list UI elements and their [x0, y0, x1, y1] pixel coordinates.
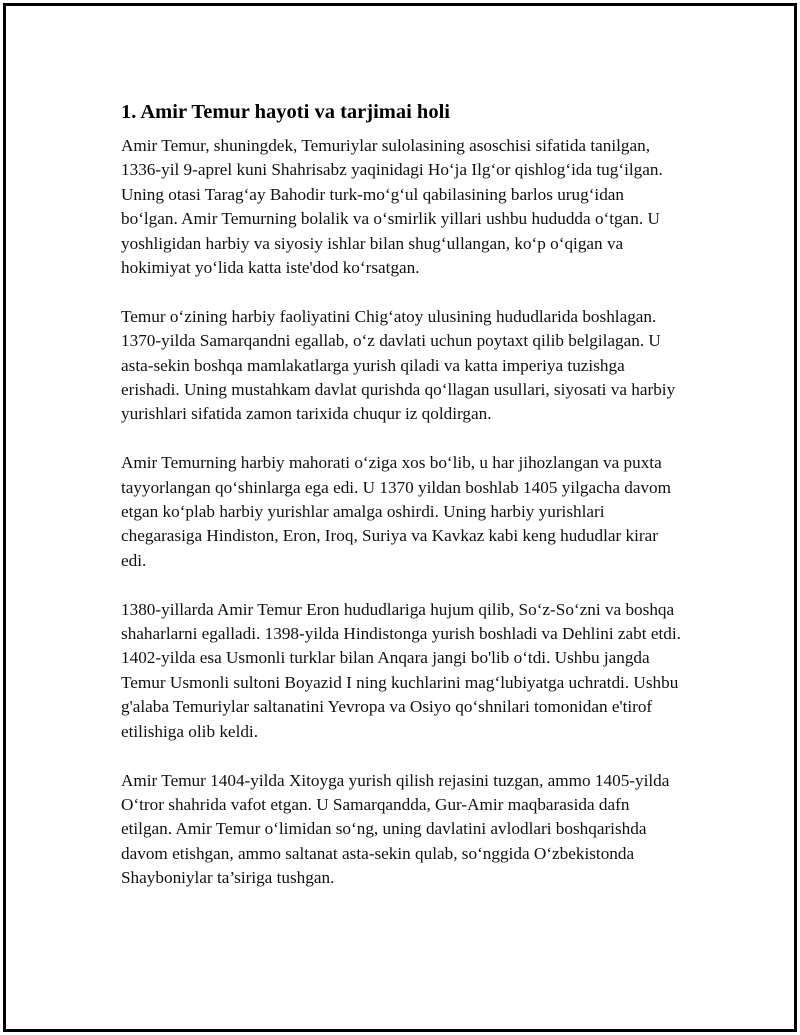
paragraph-1: Amir Temur, shuningdek, Temuriylar sulolasining asoschisi sifatida tanilgan, 1336-yil 9-aprel kuni Shahrisabz yaqinidagi Ho‘ja Ilg‘or qishlog‘ida tug‘ilgan. Uning otasi Tarag‘ay Bahodir turk-mo‘g‘ul qabilasining barlos urug‘idan bo‘lgan. Amir Temurning bolalik va o‘smirlik yillari ushbu hududda o‘tgan. U yoshligidan harbiy va siyosiy ishlar bilan shug‘ullangan, ko‘p o‘qigan va hokimiyat yo‘lida katta iste'dod ko‘rsatgan.: [121, 136, 663, 278]
paragraph-2: Temur o‘zining harbiy faoliyatini Chig‘atoy ulusining hududlarida boshlagan. 1370-yilda Samarqandni egallab, o‘z davlati uchun poytaxt qilib belgilagan. U asta-sekin boshqa mamlakatlarga yurish qiladi va katta imperiya tuzishga erishadi. Uning mustahkam davlat qurishda qo‘llagan usullari, siyosati va harbiy yurishlari sifatida zamon tarixida chuqur iz qoldirgan.: [121, 306, 676, 424]
page-frame: [3, 3, 797, 1032]
document-title: 1. Amir Temur hayoti va tarjimai holi: [121, 101, 450, 123]
paragraph-5: Amir Temur 1404-yilda Xitoyga yurish qilish rejasini tuzgan, ammo 1405-yilda O‘tror shahrida vafot etgan. U Samarqandda, Gur-Amir maqbarasida dafn etilgan. Amir Temur o‘limidan so‘ng, uning davlatini avlodlari boshqarishda davom etishgan, ammo saltanat asta-sekin qulab, so‘nggida O‘zbekistonda Shayboniylar ta’siriga tushgan.: [121, 770, 670, 888]
paragraph-3: Amir Temurning harbiy mahorati o‘ziga xos bo‘lib, u har jihozlangan va puxta tayyorlangan qo‘shinlarga ega edi. U 1370 yildan boshlab 1405 yilgacha davom etgan ko‘plab harbiy yurishlar amalga oshirdi. Uning harbiy yurishlari chegarasiga Hindiston, Eron, Iroq, Suriya va Kavkaz kabi keng hududlar kirar edi.: [121, 453, 672, 570]
paragraph-4: 1380-yillarda Amir Temur Eron hududlariga hujum qilib, So‘z-So‘zni va boshqa shaharlarni egalladi. 1398-yilda Hindistonga yurish boshladi va Dehlini zabt etdi. 1402-yilda esa Usmonli turklar bilan Anqara jangi bo'lib o‘tdi. Ushbu jangda Temur Usmonli sultoni Boyazid I ning kuchlarini mag‘lubiyatga uchratdi. Ushbu g'alaba Temuriylar saltanatini Yevropa va Osiyo qo‘shnilari tomonidan e'tirof etilishiga olib keldi.: [121, 599, 681, 741]
document-body: [121, 98, 681, 915]
